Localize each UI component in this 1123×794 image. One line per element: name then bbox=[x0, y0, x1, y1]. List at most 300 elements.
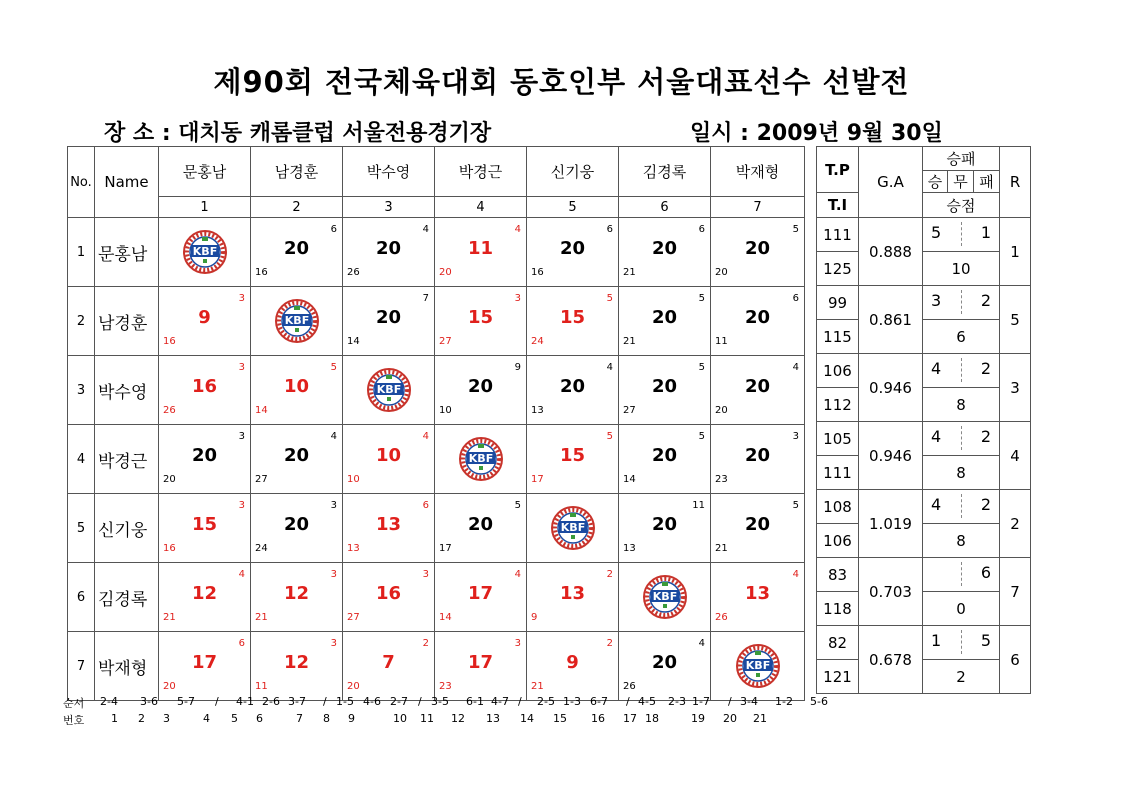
general-average: 0.946 bbox=[859, 422, 923, 490]
kbf-logo-icon bbox=[452, 436, 510, 482]
match-cell bbox=[527, 287, 619, 356]
self-match-cell bbox=[343, 356, 435, 425]
number-label: 번호 bbox=[63, 714, 85, 727]
match-innings: 2 bbox=[606, 569, 613, 580]
match-score: 13 bbox=[559, 583, 586, 604]
match-order: 5-6 bbox=[810, 695, 828, 708]
total-points: 105 bbox=[817, 422, 859, 456]
opponent-score: 21 bbox=[623, 336, 636, 347]
match-cell bbox=[251, 425, 343, 494]
svg-text:KBF: KBF bbox=[376, 383, 401, 396]
match-points: 8 bbox=[923, 524, 1000, 558]
match-number: 11 bbox=[420, 712, 434, 725]
opponent-score: 26 bbox=[347, 267, 360, 278]
row-number: 3 bbox=[68, 356, 95, 425]
match-order: 6-1 bbox=[466, 695, 484, 708]
match-cell bbox=[619, 425, 711, 494]
header-name: Name bbox=[95, 147, 159, 218]
match-cell bbox=[435, 356, 527, 425]
match-score: 17 bbox=[191, 652, 218, 673]
match-score: 20 bbox=[651, 652, 678, 673]
match-cell bbox=[435, 563, 527, 632]
match-score: 20 bbox=[651, 238, 678, 259]
opponent-score: 26 bbox=[623, 681, 636, 692]
match-score: 20 bbox=[744, 238, 771, 259]
match-innings: 2 bbox=[422, 638, 429, 649]
match-cell bbox=[251, 356, 343, 425]
match-innings: 5 bbox=[698, 431, 705, 442]
total-points: 111 bbox=[817, 218, 859, 252]
match-innings: 3 bbox=[238, 362, 245, 373]
opponent-score: 16 bbox=[255, 267, 268, 278]
opponent-score: 26 bbox=[163, 405, 176, 416]
svg-text:KBF: KBF bbox=[192, 245, 217, 258]
page-title: 제90회 전국체육대회 동호인부 서울대표선수 선발전 bbox=[213, 65, 910, 99]
win-loss bbox=[923, 422, 1000, 456]
match-innings: 4 bbox=[330, 431, 337, 442]
column-player-name: 남경훈 bbox=[251, 147, 343, 197]
match-innings: 5 bbox=[792, 224, 799, 235]
opponent-score: 21 bbox=[715, 543, 728, 554]
match-cell bbox=[711, 563, 805, 632]
match-score: 20 bbox=[744, 514, 771, 535]
total-innings: 115 bbox=[817, 320, 859, 354]
opponent-score: 14 bbox=[347, 336, 360, 347]
column-number: 3 bbox=[343, 197, 435, 218]
match-innings: 6 bbox=[606, 224, 613, 235]
match-score: 10 bbox=[283, 376, 310, 397]
opponent-score: 24 bbox=[255, 543, 268, 554]
match-innings: 4 bbox=[606, 362, 613, 373]
match-innings: 6 bbox=[238, 638, 245, 649]
match-cell bbox=[619, 494, 711, 563]
opponent-score: 21 bbox=[623, 267, 636, 278]
row-player-name: 김경록 bbox=[95, 563, 159, 632]
rank: 1 bbox=[1000, 218, 1031, 286]
opponent-score: 23 bbox=[715, 474, 728, 485]
row-player-name: 박수영 bbox=[95, 356, 159, 425]
match-cell bbox=[435, 632, 527, 701]
rank: 5 bbox=[1000, 286, 1031, 354]
match-number: 6 bbox=[256, 712, 263, 725]
opponent-score: 20 bbox=[163, 474, 176, 485]
match-innings: 5 bbox=[698, 293, 705, 304]
opponent-score: 16 bbox=[531, 267, 544, 278]
opponent-score: 14 bbox=[623, 474, 636, 485]
kbf-logo-icon bbox=[729, 643, 787, 689]
match-order: / bbox=[215, 695, 219, 708]
match-innings: 3 bbox=[330, 638, 337, 649]
match-order: / bbox=[518, 695, 522, 708]
match-order: 2-6 bbox=[262, 695, 280, 708]
general-average: 0.678 bbox=[859, 626, 923, 694]
match-order: 5-7 bbox=[177, 695, 195, 708]
match-innings: 6 bbox=[792, 293, 799, 304]
opponent-score: 20 bbox=[163, 681, 176, 692]
opponent-score: 9 bbox=[531, 612, 538, 623]
match-score: 20 bbox=[467, 376, 494, 397]
match-innings: 9 bbox=[514, 362, 521, 373]
total-innings: 111 bbox=[817, 456, 859, 490]
total-innings: 112 bbox=[817, 388, 859, 422]
header-win: 승 bbox=[923, 171, 948, 193]
rank: 6 bbox=[1000, 626, 1031, 694]
match-cell bbox=[343, 425, 435, 494]
losses: 5 bbox=[980, 631, 992, 650]
wins: 3 bbox=[931, 291, 942, 310]
match-order: 2-5 bbox=[537, 695, 555, 708]
match-score: 20 bbox=[651, 307, 678, 328]
match-score: 15 bbox=[467, 307, 494, 328]
match-order: 3-6 bbox=[140, 695, 158, 708]
match-cell bbox=[159, 356, 251, 425]
match-cell bbox=[527, 356, 619, 425]
match-order: / bbox=[323, 695, 327, 708]
row-number: 2 bbox=[68, 287, 95, 356]
row-player-name: 문홍남 bbox=[95, 218, 159, 287]
svg-text:KBF: KBF bbox=[284, 314, 309, 327]
row-number: 1 bbox=[68, 218, 95, 287]
opponent-score: 27 bbox=[439, 336, 452, 347]
match-cell bbox=[343, 287, 435, 356]
match-score: 20 bbox=[375, 307, 402, 328]
row-player-name: 남경훈 bbox=[95, 287, 159, 356]
match-cell bbox=[711, 287, 805, 356]
match-cell bbox=[159, 425, 251, 494]
header-tp: T.P bbox=[817, 147, 859, 193]
match-score: 20 bbox=[744, 376, 771, 397]
self-match-cell bbox=[159, 218, 251, 287]
opponent-score: 13 bbox=[531, 405, 544, 416]
column-player-name: 박수영 bbox=[343, 147, 435, 197]
self-match-cell bbox=[619, 563, 711, 632]
match-innings: 4 bbox=[792, 362, 799, 373]
match-innings: 11 bbox=[692, 500, 705, 511]
opponent-score: 11 bbox=[255, 681, 268, 692]
match-cell bbox=[711, 218, 805, 287]
kbf-logo-icon bbox=[636, 574, 694, 620]
opponent-score: 11 bbox=[715, 336, 728, 347]
match-number: 18 bbox=[645, 712, 659, 725]
opponent-score: 16 bbox=[163, 543, 176, 554]
opponent-score: 10 bbox=[439, 405, 452, 416]
match-score: 12 bbox=[283, 652, 310, 673]
kbf-logo-icon bbox=[268, 298, 326, 344]
match-cell bbox=[251, 218, 343, 287]
match-score: 11 bbox=[467, 238, 494, 259]
win-loss bbox=[923, 490, 1000, 524]
win-loss bbox=[923, 218, 1000, 252]
column-number: 6 bbox=[619, 197, 711, 218]
match-score: 20 bbox=[283, 238, 310, 259]
opponent-score: 24 bbox=[531, 336, 544, 347]
match-cell bbox=[159, 632, 251, 701]
match-cell bbox=[251, 632, 343, 701]
rank: 4 bbox=[1000, 422, 1031, 490]
match-innings: 6 bbox=[330, 224, 337, 235]
match-number: 9 bbox=[348, 712, 355, 725]
losses: 2 bbox=[980, 495, 992, 514]
match-innings: 5 bbox=[606, 293, 613, 304]
match-points: 10 bbox=[923, 252, 1000, 286]
match-number: 8 bbox=[323, 712, 330, 725]
match-order: / bbox=[626, 695, 630, 708]
total-innings: 125 bbox=[817, 252, 859, 286]
self-match-cell bbox=[251, 287, 343, 356]
match-order: 6-7 bbox=[590, 695, 608, 708]
match-innings: 5 bbox=[606, 431, 613, 442]
total-points: 82 bbox=[817, 626, 859, 660]
win-loss bbox=[923, 354, 1000, 388]
match-score: 12 bbox=[283, 583, 310, 604]
match-score: 15 bbox=[559, 445, 586, 466]
match-cell bbox=[711, 356, 805, 425]
match-points: 0 bbox=[923, 592, 1000, 626]
match-innings: 6 bbox=[422, 500, 429, 511]
match-number: 14 bbox=[520, 712, 534, 725]
match-cell bbox=[435, 218, 527, 287]
general-average: 0.888 bbox=[859, 218, 923, 286]
match-score: 12 bbox=[191, 583, 218, 604]
header-wl: 승패 bbox=[923, 147, 1000, 171]
row-player-name: 박경근 bbox=[95, 425, 159, 494]
match-score: 20 bbox=[559, 238, 586, 259]
opponent-score: 21 bbox=[163, 612, 176, 623]
general-average: 1.019 bbox=[859, 490, 923, 558]
match-order: 4-6 bbox=[363, 695, 381, 708]
match-number: 17 bbox=[623, 712, 637, 725]
match-cell bbox=[159, 494, 251, 563]
match-order: 4-7 bbox=[491, 695, 509, 708]
opponent-score: 16 bbox=[163, 336, 176, 347]
wins: 1 bbox=[931, 631, 942, 650]
opponent-score: 17 bbox=[439, 543, 452, 554]
match-score: 20 bbox=[744, 307, 771, 328]
total-innings: 106 bbox=[817, 524, 859, 558]
match-points: 8 bbox=[923, 456, 1000, 490]
match-points: 8 bbox=[923, 388, 1000, 422]
column-player-name: 박재형 bbox=[711, 147, 805, 197]
match-order: 1-3 bbox=[563, 695, 581, 708]
match-number: 2 bbox=[138, 712, 145, 725]
match-order: 1-5 bbox=[336, 695, 354, 708]
match-order: / bbox=[418, 695, 422, 708]
total-points: 106 bbox=[817, 354, 859, 388]
match-score: 20 bbox=[651, 514, 678, 535]
match-score: 20 bbox=[191, 445, 218, 466]
total-innings: 118 bbox=[817, 592, 859, 626]
match-innings: 3 bbox=[330, 500, 337, 511]
match-order: 2-4 bbox=[100, 695, 118, 708]
row-number: 7 bbox=[68, 632, 95, 701]
wins: 4 bbox=[931, 359, 942, 378]
total-innings: 121 bbox=[817, 660, 859, 694]
match-cell bbox=[619, 287, 711, 356]
event-date: 일시 : 2009년 9월 30일 bbox=[690, 121, 943, 146]
match-cell bbox=[435, 287, 527, 356]
match-innings: 5 bbox=[514, 500, 521, 511]
match-order: 3-4 bbox=[740, 695, 758, 708]
wins: 4 bbox=[931, 495, 942, 514]
opponent-score: 10 bbox=[347, 474, 360, 485]
opponent-score: 20 bbox=[439, 267, 452, 278]
losses: 2 bbox=[980, 427, 992, 446]
match-score: 20 bbox=[283, 445, 310, 466]
match-score: 13 bbox=[375, 514, 402, 535]
win-loss bbox=[923, 626, 1000, 660]
match-number: 10 bbox=[393, 712, 407, 725]
opponent-score: 17 bbox=[531, 474, 544, 485]
match-cell bbox=[159, 287, 251, 356]
win-loss bbox=[923, 286, 1000, 320]
match-number: 13 bbox=[486, 712, 500, 725]
opponent-score: 13 bbox=[347, 543, 360, 554]
match-cell bbox=[251, 494, 343, 563]
kbf-logo-icon bbox=[360, 367, 418, 413]
svg-text:KBF: KBF bbox=[745, 659, 770, 672]
rank: 7 bbox=[1000, 558, 1031, 626]
opponent-score: 27 bbox=[623, 405, 636, 416]
opponent-score: 14 bbox=[255, 405, 268, 416]
kbf-logo-icon bbox=[544, 505, 602, 551]
match-innings: 6 bbox=[698, 224, 705, 235]
match-order: 4-5 bbox=[638, 695, 656, 708]
match-cell bbox=[527, 218, 619, 287]
opponent-score: 20 bbox=[715, 267, 728, 278]
match-number: 19 bbox=[691, 712, 705, 725]
match-order: 2-3 bbox=[668, 695, 686, 708]
match-cell bbox=[527, 632, 619, 701]
match-number: 16 bbox=[591, 712, 605, 725]
match-number: 12 bbox=[451, 712, 465, 725]
match-innings: 4 bbox=[238, 569, 245, 580]
self-match-cell bbox=[527, 494, 619, 563]
losses: 1 bbox=[980, 223, 992, 242]
match-cell bbox=[527, 425, 619, 494]
svg-text:KBF: KBF bbox=[652, 590, 677, 603]
kbf-logo-icon bbox=[176, 229, 234, 275]
match-order: 1-7 bbox=[692, 695, 710, 708]
match-score: 16 bbox=[375, 583, 402, 604]
match-order: 2-7 bbox=[390, 695, 408, 708]
match-innings: 4 bbox=[422, 431, 429, 442]
match-order: 1-2 bbox=[775, 695, 793, 708]
opponent-score: 20 bbox=[347, 681, 360, 692]
match-number: 3 bbox=[163, 712, 170, 725]
wins: 5 bbox=[931, 223, 942, 242]
match-innings: 3 bbox=[238, 500, 245, 511]
summary-table bbox=[816, 146, 1031, 694]
losses: 2 bbox=[980, 291, 992, 310]
match-cell bbox=[527, 563, 619, 632]
column-number: 5 bbox=[527, 197, 619, 218]
wins: 4 bbox=[931, 427, 942, 446]
opponent-score: 20 bbox=[715, 405, 728, 416]
header-ga: G.A bbox=[859, 147, 923, 218]
column-player-name: 김경록 bbox=[619, 147, 711, 197]
match-innings: 2 bbox=[606, 638, 613, 649]
match-number: 21 bbox=[753, 712, 767, 725]
row-player-name: 박재형 bbox=[95, 632, 159, 701]
match-innings: 3 bbox=[238, 293, 245, 304]
total-points: 108 bbox=[817, 490, 859, 524]
match-cell bbox=[435, 494, 527, 563]
row-number: 4 bbox=[68, 425, 95, 494]
match-score: 15 bbox=[559, 307, 586, 328]
header-draw: 무 bbox=[948, 171, 974, 193]
results-table bbox=[67, 146, 805, 701]
match-cell bbox=[343, 632, 435, 701]
self-match-cell bbox=[435, 425, 527, 494]
match-cell bbox=[343, 494, 435, 563]
opponent-score: 14 bbox=[439, 612, 452, 623]
match-score: 13 bbox=[744, 583, 771, 604]
match-score: 10 bbox=[375, 445, 402, 466]
row-player-name: 신기웅 bbox=[95, 494, 159, 563]
opponent-score: 21 bbox=[531, 681, 544, 692]
svg-text:KBF: KBF bbox=[560, 521, 585, 534]
opponent-score: 13 bbox=[623, 543, 636, 554]
match-innings: 4 bbox=[698, 638, 705, 649]
match-innings: 7 bbox=[422, 293, 429, 304]
match-cell bbox=[343, 218, 435, 287]
general-average: 0.861 bbox=[859, 286, 923, 354]
match-innings: 5 bbox=[792, 500, 799, 511]
opponent-score: 21 bbox=[255, 612, 268, 623]
match-points: 6 bbox=[923, 320, 1000, 354]
match-points: 2 bbox=[923, 660, 1000, 694]
losses: 6 bbox=[980, 563, 992, 582]
column-player-name: 문홍남 bbox=[159, 147, 251, 197]
match-innings: 4 bbox=[514, 224, 521, 235]
match-number: 4 bbox=[203, 712, 210, 725]
losses: 2 bbox=[980, 359, 992, 378]
match-innings: 3 bbox=[792, 431, 799, 442]
match-cell bbox=[343, 563, 435, 632]
column-number: 7 bbox=[711, 197, 805, 218]
general-average: 0.946 bbox=[859, 354, 923, 422]
self-match-cell bbox=[711, 632, 805, 701]
total-points: 99 bbox=[817, 286, 859, 320]
match-innings: 3 bbox=[238, 431, 245, 442]
match-score: 20 bbox=[375, 238, 402, 259]
opponent-score: 27 bbox=[255, 474, 268, 485]
match-cell bbox=[251, 563, 343, 632]
match-number: 5 bbox=[231, 712, 238, 725]
header-loss: 패 bbox=[974, 171, 1000, 193]
match-score: 17 bbox=[467, 652, 494, 673]
opponent-score: 27 bbox=[347, 612, 360, 623]
header-ti: T.I bbox=[817, 193, 859, 218]
opponent-score: 26 bbox=[715, 612, 728, 623]
opponent-score: 23 bbox=[439, 681, 452, 692]
column-number: 1 bbox=[159, 197, 251, 218]
column-number: 4 bbox=[435, 197, 527, 218]
rank: 3 bbox=[1000, 354, 1031, 422]
match-score: 20 bbox=[651, 376, 678, 397]
column-player-name: 신기웅 bbox=[527, 147, 619, 197]
header-points: 승점 bbox=[923, 193, 1000, 218]
match-score: 16 bbox=[191, 376, 218, 397]
match-score: 20 bbox=[651, 445, 678, 466]
match-number: 20 bbox=[723, 712, 737, 725]
total-points: 83 bbox=[817, 558, 859, 592]
match-score: 7 bbox=[382, 652, 395, 673]
general-average: 0.703 bbox=[859, 558, 923, 626]
match-innings: 3 bbox=[514, 293, 521, 304]
order-label: 순서 bbox=[63, 697, 85, 710]
match-order: 4-1 bbox=[236, 695, 254, 708]
